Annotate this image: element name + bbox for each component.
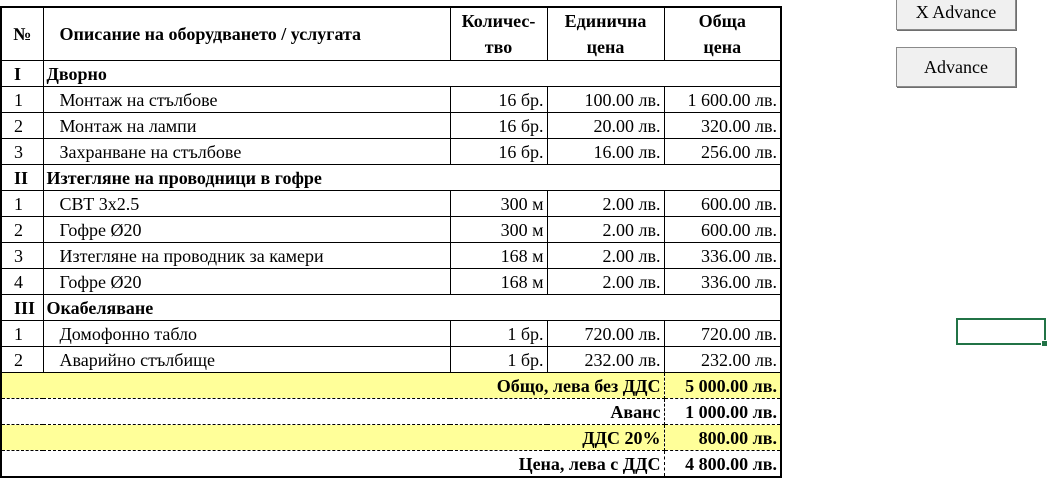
summary-row-vat — [1, 425, 781, 451]
table-row — [1, 191, 781, 217]
table-row — [1, 269, 781, 295]
row-total[interactable]: 256.00 лв. — [664, 139, 781, 165]
row-quantity[interactable]: 1 бр. — [450, 321, 547, 347]
row-description[interactable]: Гофре Ø20 — [43, 269, 450, 295]
row-unit-price[interactable]: 2.00 лв. — [547, 217, 664, 243]
section-title[interactable]: Дворно — [43, 61, 781, 87]
row-quantity[interactable]: 300 м — [450, 217, 547, 243]
row-quantity[interactable]: 300 м — [450, 191, 547, 217]
section-row — [1, 165, 781, 191]
row-description[interactable]: Монтаж на лампи — [43, 113, 450, 139]
header-total-line1: Обща — [698, 11, 746, 31]
row-unit-price[interactable]: 2.00 лв. — [547, 269, 664, 295]
row-quantity[interactable]: 168 м — [450, 269, 547, 295]
row-number[interactable]: 2 — [1, 113, 43, 139]
row-number[interactable]: 1 — [1, 87, 43, 113]
advance-button[interactable]: Advance — [896, 47, 1016, 87]
section-row — [1, 61, 781, 87]
summary-value[interactable]: 800.00 лв. — [664, 425, 781, 451]
row-description[interactable]: Захранване на стълбове — [43, 139, 450, 165]
table-row — [1, 243, 781, 269]
section-number[interactable]: I — [1, 61, 43, 87]
section-title[interactable]: Изтегляне на проводници в гофре — [43, 165, 781, 191]
table-row — [1, 87, 781, 113]
x-advance-button[interactable]: X Advance — [896, 0, 1016, 30]
section-number[interactable]: II — [1, 165, 43, 191]
row-unit-price[interactable]: 20.00 лв. — [547, 113, 664, 139]
summary-row-subtotal — [1, 373, 781, 399]
row-unit-price[interactable]: 2.00 лв. — [547, 191, 664, 217]
row-number[interactable]: 1 — [1, 191, 43, 217]
row-total[interactable]: 336.00 лв. — [664, 269, 781, 295]
row-number[interactable]: 4 — [1, 269, 43, 295]
row-quantity[interactable]: 16 бр. — [450, 87, 547, 113]
selected-cell[interactable] — [956, 318, 1046, 345]
header-total[interactable] — [664, 7, 781, 61]
table-row — [1, 113, 781, 139]
row-total[interactable]: 600.00 лв. — [664, 191, 781, 217]
summary-value[interactable]: 1 000.00 лв. — [664, 399, 781, 425]
summary-label[interactable]: Аванс — [1, 399, 664, 425]
row-unit-price[interactable]: 232.00 лв. — [547, 347, 664, 373]
row-total[interactable]: 232.00 лв. — [664, 347, 781, 373]
row-quantity[interactable]: 16 бр. — [450, 139, 547, 165]
row-total[interactable]: 600.00 лв. — [664, 217, 781, 243]
row-quantity[interactable]: 16 бр. — [450, 113, 547, 139]
row-description[interactable]: Домофонно табло — [43, 321, 450, 347]
row-quantity[interactable]: 168 м — [450, 243, 547, 269]
summary-label[interactable]: ДДС 20% — [1, 425, 664, 451]
row-number[interactable]: 1 — [1, 321, 43, 347]
header-quantity-line2: тво — [484, 37, 513, 57]
table-row — [1, 217, 781, 243]
header-row — [1, 7, 781, 61]
header-no[interactable]: № — [1, 7, 43, 61]
section-title[interactable]: Окабеляване — [43, 295, 781, 321]
summary-row-grand-total — [1, 451, 781, 478]
summary-label[interactable]: Общо, лева без ДДС — [1, 373, 664, 399]
row-description[interactable]: Изтегляне на проводник за камери — [43, 243, 450, 269]
row-total[interactable]: 720.00 лв. — [664, 321, 781, 347]
summary-label[interactable]: Цена, лева с ДДС — [1, 451, 664, 478]
quote-table — [0, 6, 782, 478]
header-total-line2: цена — [703, 37, 742, 57]
row-description[interactable]: Гофре Ø20 — [43, 217, 450, 243]
header-quantity-line1: Количес- — [461, 11, 536, 31]
fill-handle[interactable] — [1041, 340, 1048, 347]
summary-value[interactable]: 5 000.00 лв. — [664, 373, 781, 399]
row-unit-price[interactable]: 720.00 лв. — [547, 321, 664, 347]
row-description[interactable]: СВТ 3х2.5 — [43, 191, 450, 217]
row-number[interactable]: 2 — [1, 217, 43, 243]
section-row — [1, 295, 781, 321]
row-description[interactable]: Аварийно стълбище — [43, 347, 450, 373]
row-number[interactable]: 3 — [1, 243, 43, 269]
row-unit-price[interactable]: 16.00 лв. — [547, 139, 664, 165]
row-unit-price[interactable]: 2.00 лв. — [547, 243, 664, 269]
summary-row-advance — [1, 399, 781, 425]
table-row — [1, 321, 781, 347]
header-unit-price-line1: Единична — [564, 11, 647, 31]
row-unit-price[interactable]: 100.00 лв. — [547, 87, 664, 113]
row-number[interactable]: 3 — [1, 139, 43, 165]
row-quantity[interactable]: 1 бр. — [450, 347, 547, 373]
table-row — [1, 347, 781, 373]
row-total[interactable]: 1 600.00 лв. — [664, 87, 781, 113]
header-unit-price-line2: цена — [586, 37, 625, 57]
table-row — [1, 139, 781, 165]
header-quantity[interactable] — [450, 7, 547, 61]
row-total[interactable]: 320.00 лв. — [664, 113, 781, 139]
section-number[interactable]: III — [1, 295, 43, 321]
header-description[interactable]: Описание на оборудването / услугата — [43, 7, 450, 61]
row-description[interactable]: Монтаж на стълбове — [43, 87, 450, 113]
row-number[interactable]: 2 — [1, 347, 43, 373]
summary-value[interactable]: 4 800.00 лв. — [664, 451, 781, 478]
row-total[interactable]: 336.00 лв. — [664, 243, 781, 269]
header-unit-price[interactable] — [547, 7, 664, 61]
